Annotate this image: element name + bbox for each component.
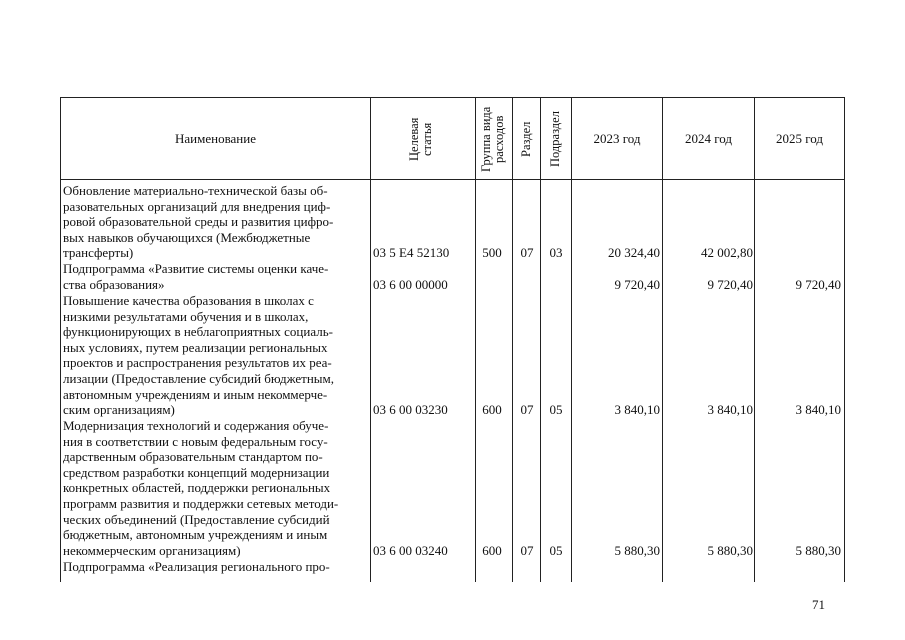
- row-text-line: ровой образовательной среды и развития цифро-: [63, 214, 334, 230]
- target-code: 03 6 00 03240: [373, 543, 448, 558]
- row-text-line: функционирующих в неблагоприятных социаль-: [63, 324, 333, 340]
- header-subsection-text: Подраздел: [548, 110, 562, 167]
- table-row-name: [63, 293, 368, 418]
- target-code: 03 6 00 00000: [373, 277, 448, 292]
- subsection-code: 05: [549, 402, 563, 417]
- header-target: [371, 98, 475, 179]
- target-code: 03 5 E4 52130: [373, 245, 450, 260]
- row-text-line: Подпрограмма «Реализация регионального про-: [63, 559, 330, 574]
- col-border-right: [844, 97, 845, 582]
- value-2024: 9 720,40: [707, 277, 753, 292]
- row-text-line: некоммерческим организациям): [63, 542, 241, 558]
- header-2025: [755, 98, 844, 179]
- value-2024: 3 840,10: [707, 402, 753, 417]
- row-text-line: ческих объединений (Предоставление субсидий: [63, 511, 330, 527]
- row-text-line: трансферты): [63, 245, 134, 261]
- expense-group: 600: [482, 402, 502, 417]
- row-text-line: автономным учреждениям и иным некоммерче-: [63, 386, 328, 402]
- row-text-line: конкретных областей, поддержки региональных: [63, 480, 331, 496]
- header-2023: [572, 98, 662, 179]
- row-text-line: Обновление материально-технической базы об-: [63, 183, 328, 198]
- header-name: [61, 98, 370, 179]
- table-row-name: [63, 418, 368, 558]
- expense-group: 500: [482, 245, 502, 260]
- target-code: 03 6 00 03230: [373, 402, 448, 417]
- header-name-text: Наименование: [175, 130, 256, 146]
- header-group: [476, 98, 512, 179]
- table-row-name: [63, 183, 368, 261]
- page-number: 71: [812, 597, 825, 612]
- header-target-text: Целевая статья: [407, 116, 434, 161]
- row-text-line: ским организациям): [63, 402, 175, 418]
- row-text-line: лизации (Предоставление субсидий бюджетным,: [63, 370, 335, 386]
- row-text-line: бюджетным, автономным учреждениям и иным: [63, 527, 328, 543]
- value-2025: 9 720,40: [795, 277, 841, 292]
- row-text-line: ных условиях, путем реализации региональных: [63, 339, 328, 355]
- header-2024-text: 2024 год: [685, 130, 732, 146]
- header-2023-text: 2023 год: [593, 130, 641, 146]
- value-2025: 3 840,10: [795, 402, 841, 417]
- row-text-line: Модернизация технологий и содержания обуче-: [63, 418, 329, 433]
- row-text-line: ства образования»: [63, 276, 165, 292]
- table-row-name: [63, 559, 368, 575]
- row-text-line: разовательных организаций для внедрения циф-: [63, 198, 331, 214]
- value-2023: 5 880,30: [614, 543, 660, 558]
- row-text-line: вых навыков обучающихся (Межбюджетные: [63, 229, 311, 245]
- row-text-line: Повышение качества образования в школах с: [63, 293, 314, 308]
- subsection-code: 03: [549, 245, 563, 260]
- value-2025: 5 880,30: [795, 543, 841, 558]
- header-group-text: Группа вида расходов: [479, 105, 506, 172]
- header-2024: [663, 98, 754, 179]
- row-text-line: программ развития и поддержки сетевых методи-: [63, 495, 339, 511]
- table-row-name: [63, 261, 368, 292]
- value-2024: 5 880,30: [707, 543, 753, 558]
- row-text-line: проектов и распространения результатов их реа-: [63, 355, 332, 371]
- value-2024: 42 002,80: [701, 245, 753, 260]
- row-text-line: Подпрограмма «Развитие системы оценки каче-: [63, 261, 329, 276]
- expense-group: 600: [482, 543, 502, 558]
- header-section-text: Раздел: [518, 120, 533, 157]
- row-text-line: дарственным образовательным стандартом по-: [63, 449, 323, 465]
- section-code: 07: [520, 543, 534, 558]
- section-code: 07: [520, 402, 534, 417]
- header-subsection: [541, 98, 571, 179]
- row-text-line: средством разработки концепций модернизации: [63, 464, 330, 480]
- header-2025-text: 2025 год: [776, 130, 823, 146]
- value-2023: 3 840,10: [614, 402, 660, 417]
- section-code: 07: [520, 245, 534, 260]
- row-text-line: ния в соответствии с новым федеральным госу-: [63, 433, 328, 449]
- header-bottom-border: [60, 179, 845, 180]
- header-section: [513, 98, 540, 179]
- value-2023: 20 324,40: [608, 245, 660, 260]
- subsection-code: 05: [549, 543, 563, 558]
- value-2023: 9 720,40: [614, 277, 660, 292]
- row-text-line: низкими результатами обучения и в школах,: [63, 308, 309, 324]
